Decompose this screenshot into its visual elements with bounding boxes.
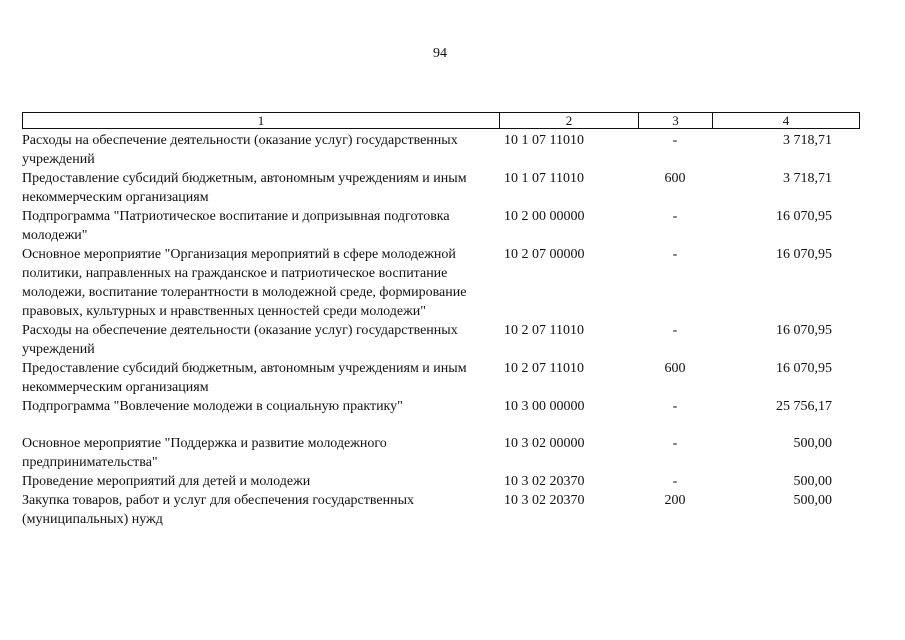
column-header-1: 1	[23, 113, 500, 128]
table-row	[22, 169, 860, 207]
page-number: 94	[433, 46, 447, 61]
table-row	[22, 491, 860, 529]
row-type: -	[672, 399, 678, 414]
row-name: Расходы на обеспечение деятельности (оказание услуг) государственных учреждений	[22, 133, 458, 167]
row-code: 10 1 07 11010	[504, 133, 584, 148]
row-amount: 3 718,71	[783, 133, 832, 148]
row-name: Закупка товаров, работ и услуг для обеспечения государственных (муниципальных) нужд	[22, 493, 415, 527]
row-amount: 16 070,95	[776, 209, 832, 224]
column-header-2: 2	[500, 113, 639, 128]
row-type: -	[672, 133, 678, 148]
row-code: 10 3 02 20370	[504, 493, 585, 508]
row-amount: 25 756,17	[776, 399, 832, 414]
row-name: Подпрограмма "Вовлечение молодежи в социальную практику"	[22, 399, 403, 414]
row-type: -	[672, 323, 678, 338]
row-code: 10 1 07 11010	[504, 171, 584, 186]
table-row	[22, 359, 860, 397]
row-code: 10 3 02 00000	[504, 436, 585, 451]
table-body	[22, 131, 860, 529]
row-name: Предоставление субсидий бюджетным, автономным учреждениям и иным некоммерческим организациям	[22, 361, 467, 395]
row-amount: 500,00	[793, 436, 832, 451]
row-type: 600	[664, 171, 686, 186]
row-name: Основное мероприятие "Поддержка и развитие молодежного предпринимательства"	[22, 436, 387, 470]
table-row	[22, 131, 860, 169]
row-type: 600	[664, 361, 686, 376]
row-name: Предоставление субсидий бюджетным, автономным учреждениям и иным некоммерческим организациям	[22, 171, 467, 205]
table-row	[22, 472, 860, 491]
table-row	[22, 207, 860, 245]
table-header	[22, 112, 860, 129]
column-header-3: 3	[639, 113, 713, 128]
row-code: 10 2 07 11010	[504, 323, 584, 338]
row-code: 10 2 07 11010	[504, 361, 584, 376]
row-amount: 16 070,95	[776, 361, 832, 376]
row-name: Проведение мероприятий для детей и молодежи	[22, 474, 311, 489]
row-code: 10 2 00 00000	[504, 209, 585, 224]
table-row	[22, 434, 860, 472]
row-amount: 3 718,71	[783, 171, 832, 186]
row-spacer	[22, 416, 860, 434]
row-amount: 500,00	[793, 493, 832, 508]
row-amount: 16 070,95	[776, 323, 832, 338]
row-code: 10 3 00 00000	[504, 399, 585, 414]
table-row	[22, 397, 860, 416]
row-amount: 16 070,95	[776, 247, 832, 262]
row-amount: 500,00	[793, 474, 832, 489]
row-code: 10 2 07 00000	[504, 247, 585, 262]
row-type: -	[672, 247, 678, 262]
row-code: 10 3 02 20370	[504, 474, 585, 489]
row-name: Расходы на обеспечение деятельности (оказание услуг) государственных учреждений	[22, 323, 458, 357]
row-type: 200	[664, 493, 686, 508]
column-header-4: 4	[782, 113, 790, 128]
row-name: Основное мероприятие "Организация мероприятий в сфере молодежной политики, направленных на гражданское и патриотическое воспитание молодежи, воспитание толерантности в молодежной среде, формирование правовых, культурных и нравственных ценностей среди молодежи"	[22, 247, 467, 319]
row-type: -	[672, 474, 678, 489]
table-row	[22, 245, 860, 321]
row-name: Подпрограмма "Патриотическое воспитание и допризывная подготовка молодежи"	[22, 209, 450, 243]
table-row	[22, 321, 860, 359]
row-type: -	[672, 436, 678, 451]
row-type: -	[672, 209, 678, 224]
